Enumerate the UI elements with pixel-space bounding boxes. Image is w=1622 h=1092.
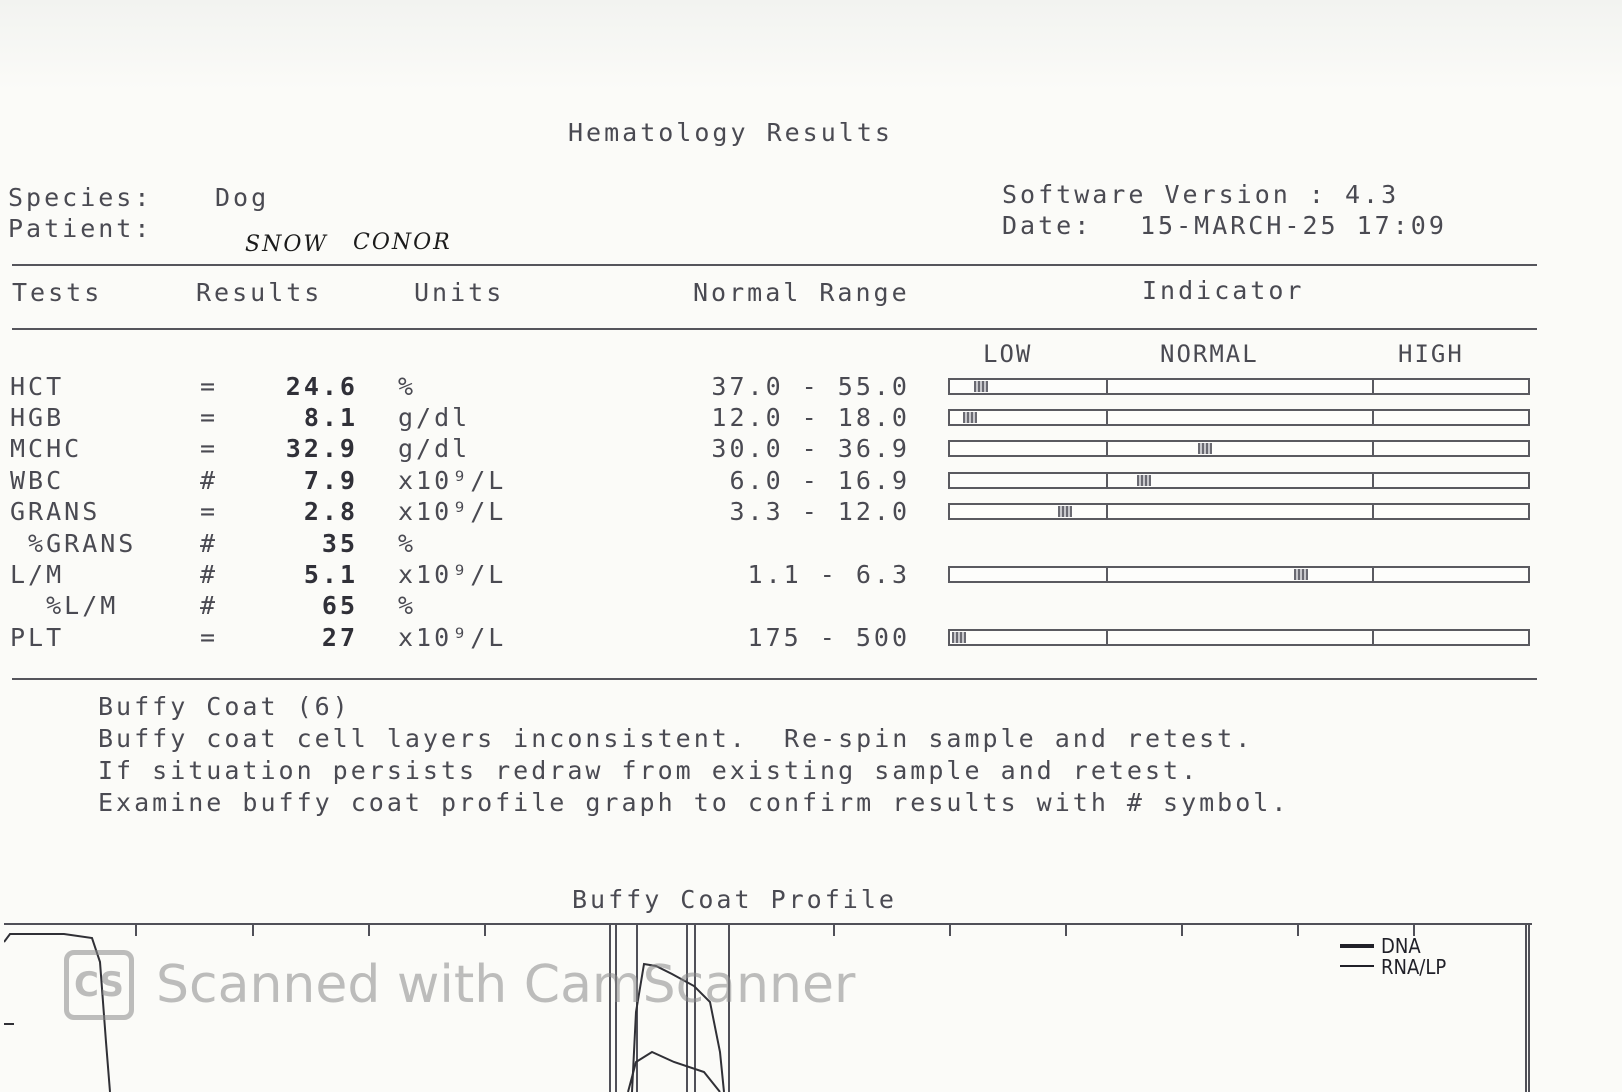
row-units: % xyxy=(398,529,417,558)
note-line-1: Buffy Coat (6) xyxy=(98,692,351,721)
row-result: 27 xyxy=(321,623,358,652)
indicator-marker xyxy=(974,381,988,392)
row-normal-range: 1.1 - 6.3 xyxy=(747,560,910,589)
row-units: % xyxy=(398,372,417,401)
row-units: g/dl xyxy=(398,434,471,463)
indicator-low-label: LOW xyxy=(983,340,1033,368)
indicator-divider xyxy=(1106,378,1108,395)
row-result: 2.8 xyxy=(303,497,358,526)
row-flag: # xyxy=(200,529,219,558)
indicator-divider xyxy=(1372,409,1374,426)
legend-rna-label: RNA/LP xyxy=(1381,955,1447,979)
row-result: 32.9 xyxy=(285,434,358,463)
col-indicator: Indicator xyxy=(1142,276,1305,305)
rna-lp-curve xyxy=(628,1052,720,1092)
report-title: Hematology Results xyxy=(568,118,893,147)
row-result: 35 xyxy=(321,529,358,558)
software-version: Software Version : 4.3 xyxy=(1002,180,1400,209)
row-test-name: HCT xyxy=(10,372,65,401)
row-normal-range: 12.0 - 18.0 xyxy=(711,403,910,432)
indicator-marker xyxy=(1198,443,1212,454)
row-indicator-bar xyxy=(948,440,1530,457)
camscanner-logo-icon: CS xyxy=(64,950,134,1020)
row-indicator-bar xyxy=(948,378,1530,395)
row-flag: # xyxy=(200,560,219,589)
indicator-normal-label: NORMAL xyxy=(1160,340,1259,368)
indicator-marker xyxy=(1294,569,1308,580)
row-test-name: PLT xyxy=(10,623,65,652)
row-normal-range: 30.0 - 36.9 xyxy=(711,434,910,463)
row-units: g/dl xyxy=(398,403,471,432)
row-flag: # xyxy=(200,591,219,620)
legend-dna-label: DNA xyxy=(1381,934,1421,958)
row-test-name: MCHC xyxy=(10,434,83,463)
graph-ticks xyxy=(136,924,1414,936)
indicator-divider xyxy=(1106,472,1108,489)
row-indicator-bar xyxy=(948,409,1530,426)
row-test-name: WBC xyxy=(10,466,65,495)
row-result: 8.1 xyxy=(303,403,358,432)
row-indicator-bar xyxy=(948,629,1530,646)
row-flag: = xyxy=(200,403,219,432)
row-flag: # xyxy=(200,466,219,495)
row-result: 5.1 xyxy=(303,560,358,589)
indicator-marker xyxy=(1058,506,1072,517)
indicator-divider xyxy=(1372,566,1374,583)
row-test-name: %L/M xyxy=(10,591,119,620)
row-test-name: GRANS xyxy=(10,497,101,526)
indicator-divider xyxy=(1372,440,1374,457)
row-normal-range: 37.0 - 55.0 xyxy=(711,372,910,401)
indicator-divider xyxy=(1372,629,1374,646)
indicator-divider xyxy=(1372,472,1374,489)
row-units: x10⁹/L xyxy=(398,560,507,589)
row-result: 24.6 xyxy=(285,372,358,401)
row-normal-range: 175 - 500 xyxy=(747,623,910,652)
patient-name-last: CONOR xyxy=(353,230,452,255)
row-indicator-bar xyxy=(948,566,1530,583)
indicator-divider xyxy=(1106,566,1108,583)
graph-title: Buffy Coat Profile xyxy=(572,885,897,914)
row-normal-range: 3.3 - 12.0 xyxy=(729,497,910,526)
row-indicator-bar xyxy=(948,472,1530,489)
indicator-divider xyxy=(1106,440,1108,457)
species-value: Dog xyxy=(215,183,270,212)
patient-name-first: SNOW xyxy=(245,232,328,257)
note-line-3: If situation persists redraw from existing sample and retest. xyxy=(98,756,1200,785)
indicator-divider xyxy=(1372,503,1374,520)
row-test-name: HGB xyxy=(10,403,65,432)
date-label: Date: xyxy=(1002,211,1093,240)
table-rule-bottom xyxy=(12,678,1537,680)
row-test-name: %GRANS xyxy=(10,529,137,558)
col-tests: Tests xyxy=(12,278,103,307)
indicator-marker xyxy=(952,632,966,643)
header-rule-top xyxy=(12,264,1537,266)
row-flag: = xyxy=(200,372,219,401)
col-normal-range: Normal Range xyxy=(693,278,910,307)
camscanner-text: Scanned with CamScanner xyxy=(156,955,856,1015)
row-units: x10⁹/L xyxy=(398,466,507,495)
indicator-marker xyxy=(1137,475,1151,486)
patient-label: Patient: xyxy=(8,214,153,243)
row-result: 65 xyxy=(321,591,358,620)
note-line-2: Buffy coat cell layers inconsistent. Re-spin sample and retest. xyxy=(98,724,1254,753)
row-test-name: L/M xyxy=(10,560,65,589)
col-results: Results xyxy=(196,278,323,307)
row-flag: = xyxy=(200,434,219,463)
indicator-divider xyxy=(1106,409,1108,426)
indicator-high-label: HIGH xyxy=(1398,340,1464,368)
indicator-divider xyxy=(1106,629,1108,646)
row-flag: = xyxy=(200,497,219,526)
indicator-divider xyxy=(1106,503,1108,520)
row-result: 7.9 xyxy=(303,466,358,495)
date-value: 15-MARCH-25 17:09 xyxy=(1140,211,1447,240)
row-units: x10⁹/L xyxy=(398,497,507,526)
indicator-marker xyxy=(963,412,977,423)
row-units: % xyxy=(398,591,417,620)
species-label: Species: xyxy=(8,183,153,212)
row-normal-range: 6.0 - 16.9 xyxy=(729,466,910,495)
col-units: Units xyxy=(414,278,505,307)
row-flag: = xyxy=(200,623,219,652)
header-rule-bottom xyxy=(12,328,1537,330)
camscanner-watermark xyxy=(64,950,855,1020)
row-indicator-bar xyxy=(948,503,1530,520)
indicator-divider xyxy=(1372,378,1374,395)
note-line-4: Examine buffy coat profile graph to confirm results with # symbol. xyxy=(98,788,1290,817)
row-units: x10⁹/L xyxy=(398,623,507,652)
